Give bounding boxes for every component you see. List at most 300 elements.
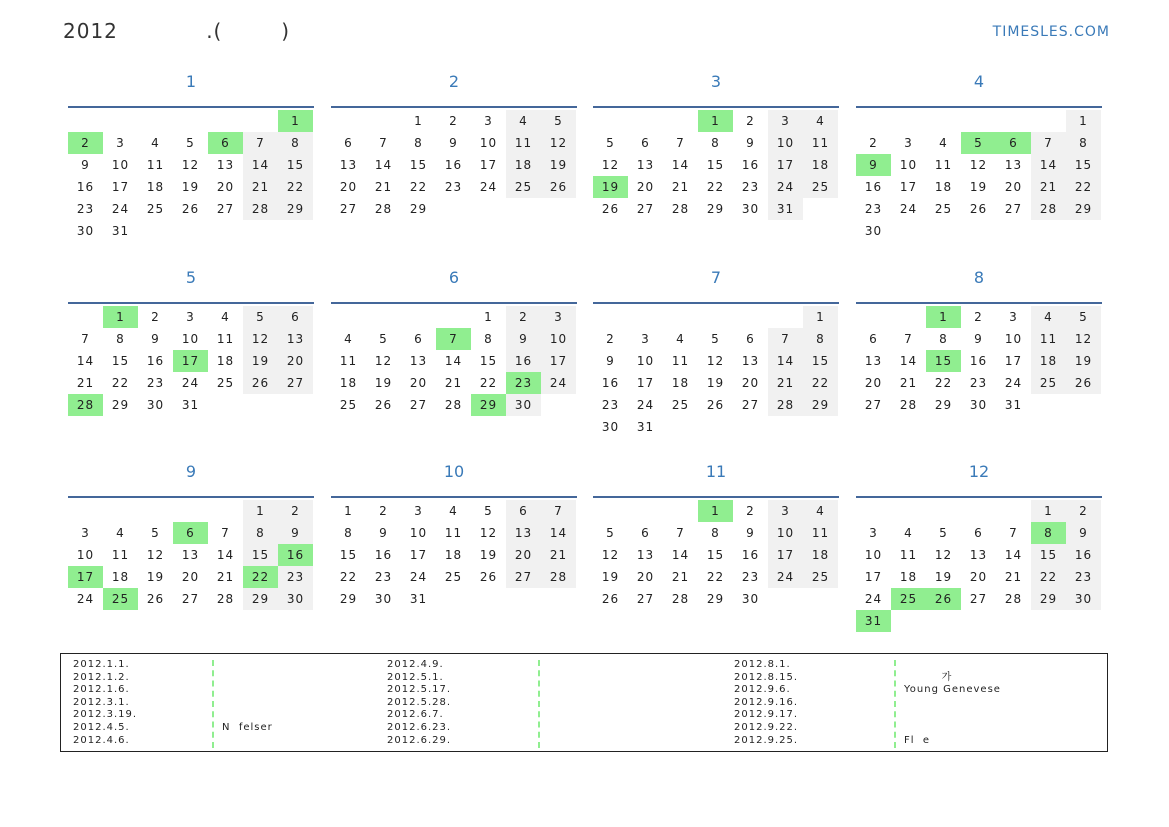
day-cell: 28: [68, 394, 103, 416]
empty-cell: [663, 306, 698, 328]
day-cell: 10: [181, 332, 200, 346]
day-cell: 18: [444, 548, 463, 562]
day-cell: 18: [803, 154, 838, 176]
empty-cell: [698, 306, 733, 328]
day-cell: 27: [506, 566, 541, 588]
day-cell: 17: [409, 548, 428, 562]
day-cell: 7: [676, 526, 685, 540]
page-title: 2012 .( ): [63, 19, 291, 43]
holiday-entry: 2012.9.22.: [734, 721, 799, 733]
day-cell: 21: [76, 376, 95, 390]
day-cell: 2: [974, 310, 983, 324]
day-cell: 17: [173, 350, 208, 372]
day-cell: 8: [1031, 522, 1066, 544]
holiday-entry: 2012.6.23.: [387, 721, 452, 733]
day-cell: 7: [243, 132, 278, 154]
holiday-entry: [222, 697, 273, 710]
day-cell: 15: [243, 544, 278, 566]
holiday-entry: 가: [904, 671, 953, 683]
day-cell: 26: [601, 202, 620, 216]
day-cell: 6: [173, 522, 208, 544]
day-cell: 19: [541, 154, 576, 176]
month-3: [593, 72, 839, 220]
day-cell: 18: [803, 544, 838, 566]
day-cell: 1: [1066, 110, 1101, 132]
day-cell: 31: [409, 592, 428, 606]
day-cell: 31: [636, 420, 655, 434]
day-cell: 1: [243, 500, 278, 522]
day-cell: 30: [506, 394, 541, 416]
empty-cell: [891, 110, 926, 132]
empty-cell: [103, 500, 138, 522]
day-cell: 1: [1031, 500, 1066, 522]
day-cell: 7: [221, 526, 230, 540]
holiday-entry: 2012.8.15.: [734, 671, 799, 683]
day-cell: 19: [969, 180, 988, 194]
day-cell: 27: [278, 372, 313, 394]
month-grid: [856, 306, 1102, 416]
day-cell: 7: [541, 500, 576, 522]
empty-cell: [891, 306, 926, 328]
day-cell: 29: [278, 198, 313, 220]
day-cell: 12: [601, 548, 620, 562]
day-cell: 25: [506, 176, 541, 198]
day-cell: 8: [1066, 132, 1101, 154]
day-cell: 14: [671, 158, 690, 172]
empty-cell: [926, 500, 961, 522]
day-cell: 22: [479, 376, 498, 390]
day-cell: 17: [68, 566, 103, 588]
holiday-entry: 2012.5.28.: [387, 696, 452, 708]
day-cell: 25: [339, 398, 358, 412]
month-grid: [331, 500, 577, 610]
empty-cell: [331, 306, 366, 328]
empty-cell: [366, 110, 401, 132]
day-cell: 1: [414, 114, 423, 128]
month-rule: [331, 106, 577, 108]
holiday-entry: 2012.9.17.: [734, 709, 799, 721]
day-cell: 9: [856, 154, 891, 176]
day-cell: 21: [1004, 570, 1023, 584]
day-cell: 11: [1031, 328, 1066, 350]
day-cell: 1: [484, 310, 493, 324]
day-cell: 17: [1004, 354, 1023, 368]
month-6: [331, 268, 577, 416]
day-cell: 6: [996, 132, 1031, 154]
day-cell: 7: [676, 136, 685, 150]
day-cell: 16: [374, 548, 393, 562]
day-cell: 10: [1004, 332, 1023, 346]
day-cell: 13: [636, 548, 655, 562]
day-cell: 6: [414, 332, 423, 346]
day-cell: 10: [409, 526, 428, 540]
day-cell: 27: [339, 202, 358, 216]
day-cell: 24: [479, 180, 498, 194]
day-cell: 3: [484, 114, 493, 128]
day-cell: 25: [444, 570, 463, 584]
day-cell: 13: [864, 354, 883, 368]
day-cell: 26: [181, 202, 200, 216]
day-cell: 4: [803, 500, 838, 522]
day-cell: 6: [641, 526, 650, 540]
month-5: [68, 268, 314, 416]
day-cell: 29: [471, 394, 506, 416]
day-cell: 9: [81, 158, 90, 172]
day-cell: 25: [671, 398, 690, 412]
holiday-entry: Fl e: [904, 734, 931, 746]
day-cell: 11: [934, 158, 953, 172]
day-cell: 8: [939, 332, 948, 346]
month-9: [68, 462, 314, 610]
day-cell: 3: [116, 136, 125, 150]
day-cell: 14: [216, 548, 235, 562]
day-cell: 2: [869, 136, 878, 150]
day-cell: 11: [899, 548, 918, 562]
day-cell: 30: [864, 224, 883, 238]
day-cell: 29: [706, 592, 725, 606]
day-cell: 3: [1009, 310, 1018, 324]
day-cell: 16: [969, 354, 988, 368]
day-cell: 29: [111, 398, 130, 412]
day-cell: 4: [506, 110, 541, 132]
day-cell: 15: [1031, 544, 1066, 566]
day-cell: 20: [409, 376, 428, 390]
day-cell: 10: [768, 522, 803, 544]
day-cell: 12: [706, 354, 725, 368]
day-cell: 23: [969, 376, 988, 390]
day-cell: 13: [278, 328, 313, 350]
day-cell: 31: [181, 398, 200, 412]
day-cell: 18: [216, 354, 235, 368]
day-cell: 25: [146, 202, 165, 216]
day-cell: 20: [969, 570, 988, 584]
month-grid: [593, 500, 839, 610]
site-name: TIMESLES.COM: [992, 24, 1110, 40]
day-cell: 28: [671, 202, 690, 216]
empty-cell: [173, 500, 208, 522]
day-cell: 24: [76, 592, 95, 606]
holiday-entry: [904, 709, 1001, 722]
day-cell: 11: [671, 354, 690, 368]
day-cell: 19: [601, 570, 620, 584]
day-cell: 9: [746, 526, 755, 540]
day-cell: 16: [601, 376, 620, 390]
day-cell: 3: [81, 526, 90, 540]
day-cell: 24: [409, 570, 428, 584]
day-cell: 9: [974, 332, 983, 346]
day-cell: 6: [746, 332, 755, 346]
month-grid: [856, 110, 1102, 242]
day-cell: 25: [803, 566, 838, 588]
day-cell: 21: [671, 570, 690, 584]
day-cell: 15: [111, 354, 130, 368]
day-cell: 29: [339, 592, 358, 606]
day-cell: 22: [409, 180, 428, 194]
day-cell: 18: [339, 376, 358, 390]
day-cell: 27: [1004, 202, 1023, 216]
day-cell: 28: [768, 394, 803, 416]
holiday-entry: 2012.5.17.: [387, 684, 452, 696]
day-cell: 12: [374, 354, 393, 368]
day-cell: 25: [891, 588, 926, 610]
day-cell: 20: [506, 544, 541, 566]
day-cell: 12: [1066, 328, 1101, 350]
empty-cell: [996, 110, 1031, 132]
day-cell: 21: [1031, 176, 1066, 198]
month-title: 3: [710, 72, 722, 91]
day-cell: 13: [636, 158, 655, 172]
holiday-entry: 2012.3.19.: [73, 709, 138, 721]
day-cell: 10: [479, 136, 498, 150]
day-cell: 10: [636, 354, 655, 368]
day-cell: 15: [278, 154, 313, 176]
day-cell: 21: [768, 372, 803, 394]
month-title: 9: [185, 462, 197, 481]
day-cell: 25: [934, 202, 953, 216]
empty-cell: [208, 110, 243, 132]
day-cell: 4: [1031, 306, 1066, 328]
month-grid: [68, 500, 314, 610]
day-cell: 17: [111, 180, 130, 194]
day-cell: 11: [444, 526, 463, 540]
day-cell: 14: [76, 354, 95, 368]
day-cell: 15: [803, 350, 838, 372]
holiday-entry: [222, 709, 273, 722]
day-cell: 26: [541, 176, 576, 198]
day-cell: 30: [76, 224, 95, 238]
day-cell: 22: [706, 570, 725, 584]
day-cell: 14: [768, 350, 803, 372]
day-cell: 20: [741, 376, 760, 390]
day-cell: 19: [146, 570, 165, 584]
day-cell: 8: [484, 332, 493, 346]
day-cell: 16: [278, 544, 313, 566]
holiday-entry: 2012.9.6.: [734, 684, 791, 696]
day-cell: 13: [506, 522, 541, 544]
empty-cell: [856, 110, 891, 132]
empty-cell: [926, 110, 961, 132]
day-cell: 9: [379, 526, 388, 540]
empty-cell: [856, 306, 891, 328]
day-cell: 8: [711, 136, 720, 150]
day-cell: 18: [899, 570, 918, 584]
holiday-entry: 2012.4.5.: [73, 721, 130, 733]
day-cell: 7: [1031, 132, 1066, 154]
holiday-entry: 2012.5.1.: [387, 671, 444, 683]
month-10: [331, 462, 577, 610]
day-cell: 9: [746, 136, 755, 150]
day-cell: 23: [278, 566, 313, 588]
day-cell: 17: [541, 350, 576, 372]
empty-cell: [436, 306, 471, 328]
month-rule: [68, 106, 314, 108]
day-cell: 14: [444, 354, 463, 368]
day-cell: 13: [216, 158, 235, 172]
day-cell: 16: [506, 350, 541, 372]
day-cell: 6: [506, 500, 541, 522]
month-7: [593, 268, 839, 438]
day-cell: 22: [339, 570, 358, 584]
day-cell: 11: [146, 158, 165, 172]
day-cell: 29: [706, 202, 725, 216]
holiday-divider: [538, 660, 540, 748]
holiday-entry: [222, 659, 273, 672]
holiday-dates-col2: [387, 659, 451, 747]
holiday-dates-col1: [73, 659, 137, 747]
day-cell: 23: [1066, 566, 1101, 588]
holiday-entry: 2012.9.16.: [734, 696, 799, 708]
day-cell: 23: [741, 570, 760, 584]
day-cell: 9: [278, 522, 313, 544]
day-cell: 13: [409, 354, 428, 368]
day-cell: 14: [243, 154, 278, 176]
day-cell: 10: [899, 158, 918, 172]
day-cell: 6: [641, 136, 650, 150]
holiday-entry: Young Genevese: [904, 684, 1001, 696]
day-cell: 10: [541, 328, 576, 350]
holiday-entry: [222, 672, 273, 685]
day-cell: 15: [479, 354, 498, 368]
day-cell: 31: [111, 224, 130, 238]
day-cell: 9: [1066, 522, 1101, 544]
day-cell: 30: [1066, 588, 1101, 610]
day-cell: 13: [181, 548, 200, 562]
day-cell: 3: [768, 500, 803, 522]
month-title: 2: [448, 72, 460, 91]
day-cell: 30: [601, 420, 620, 434]
month-grid: [68, 110, 314, 242]
empty-cell: [138, 110, 173, 132]
empty-cell: [768, 306, 803, 328]
month-title: 11: [705, 462, 727, 481]
day-cell: 3: [869, 526, 878, 540]
day-cell: 8: [116, 332, 125, 346]
day-cell: 18: [934, 180, 953, 194]
day-cell: 26: [479, 570, 498, 584]
day-cell: 22: [934, 376, 953, 390]
day-cell: 16: [864, 180, 883, 194]
day-cell: 22: [243, 566, 278, 588]
day-cell: 10: [768, 132, 803, 154]
month-rule: [856, 302, 1102, 304]
day-cell: 30: [741, 202, 760, 216]
empty-cell: [173, 110, 208, 132]
day-cell: 27: [216, 202, 235, 216]
day-cell: 23: [76, 202, 95, 216]
day-cell: 23: [741, 180, 760, 194]
day-cell: 5: [151, 526, 160, 540]
month-grid: [331, 110, 577, 220]
day-cell: 5: [961, 132, 996, 154]
holiday-names-col1: [222, 659, 273, 747]
day-cell: 20: [278, 350, 313, 372]
day-cell: 20: [339, 180, 358, 194]
day-cell: 14: [671, 548, 690, 562]
day-cell: 5: [379, 332, 388, 346]
day-cell: 2: [449, 114, 458, 128]
empty-cell: [733, 306, 768, 328]
day-cell: 5: [606, 526, 615, 540]
day-cell: 20: [1004, 180, 1023, 194]
day-cell: 24: [181, 376, 200, 390]
day-cell: 15: [339, 548, 358, 562]
day-cell: 2: [746, 114, 755, 128]
holiday-entry: 2012.4.9.: [387, 659, 444, 670]
day-cell: 5: [243, 306, 278, 328]
holiday-divider: [212, 660, 214, 748]
empty-cell: [593, 110, 628, 132]
day-cell: 25: [1031, 372, 1066, 394]
holiday-divider: [894, 660, 896, 748]
day-cell: 22: [1066, 176, 1101, 198]
day-cell: 24: [636, 398, 655, 412]
day-cell: 10: [864, 548, 883, 562]
holiday-entry: [222, 684, 273, 697]
day-cell: 23: [374, 570, 393, 584]
day-cell: 29: [1031, 588, 1066, 610]
day-cell: 16: [741, 158, 760, 172]
day-cell: 5: [606, 136, 615, 150]
day-cell: 1: [803, 306, 838, 328]
month-rule: [856, 106, 1102, 108]
month-grid: [68, 306, 314, 416]
day-cell: 24: [111, 202, 130, 216]
day-cell: 21: [374, 180, 393, 194]
day-cell: 28: [541, 566, 576, 588]
empty-cell: [68, 500, 103, 522]
day-cell: 17: [768, 154, 803, 176]
day-cell: 1: [698, 500, 733, 522]
month-title: 8: [973, 268, 985, 287]
holiday-entry: 2012.1.1.: [73, 659, 130, 670]
empty-cell: [593, 306, 628, 328]
day-cell: 24: [768, 176, 803, 198]
day-cell: 22: [278, 176, 313, 198]
day-cell: 28: [243, 198, 278, 220]
day-cell: 15: [706, 158, 725, 172]
day-cell: 27: [864, 398, 883, 412]
day-cell: 1: [103, 306, 138, 328]
day-cell: 12: [146, 548, 165, 562]
day-cell: 14: [899, 354, 918, 368]
day-cell: 18: [671, 376, 690, 390]
day-cell: 31: [1004, 398, 1023, 412]
day-cell: 28: [444, 398, 463, 412]
empty-cell: [593, 500, 628, 522]
day-cell: 31: [768, 198, 803, 220]
month-1: [68, 72, 314, 242]
day-cell: 2: [1066, 500, 1101, 522]
day-cell: 11: [216, 332, 235, 346]
day-cell: 14: [1031, 154, 1066, 176]
day-cell: 6: [344, 136, 353, 150]
empty-cell: [138, 500, 173, 522]
day-cell: 12: [934, 548, 953, 562]
day-cell: 11: [339, 354, 358, 368]
month-rule: [331, 496, 577, 498]
day-cell: 18: [111, 570, 130, 584]
day-cell: 27: [636, 592, 655, 606]
day-cell: 25: [216, 376, 235, 390]
day-cell: 3: [904, 136, 913, 150]
month-grid: [856, 500, 1102, 632]
day-cell: 15: [706, 548, 725, 562]
day-cell: 29: [934, 398, 953, 412]
month-rule: [68, 302, 314, 304]
day-cell: 28: [216, 592, 235, 606]
day-cell: 1: [278, 110, 313, 132]
day-cell: 9: [449, 136, 458, 150]
